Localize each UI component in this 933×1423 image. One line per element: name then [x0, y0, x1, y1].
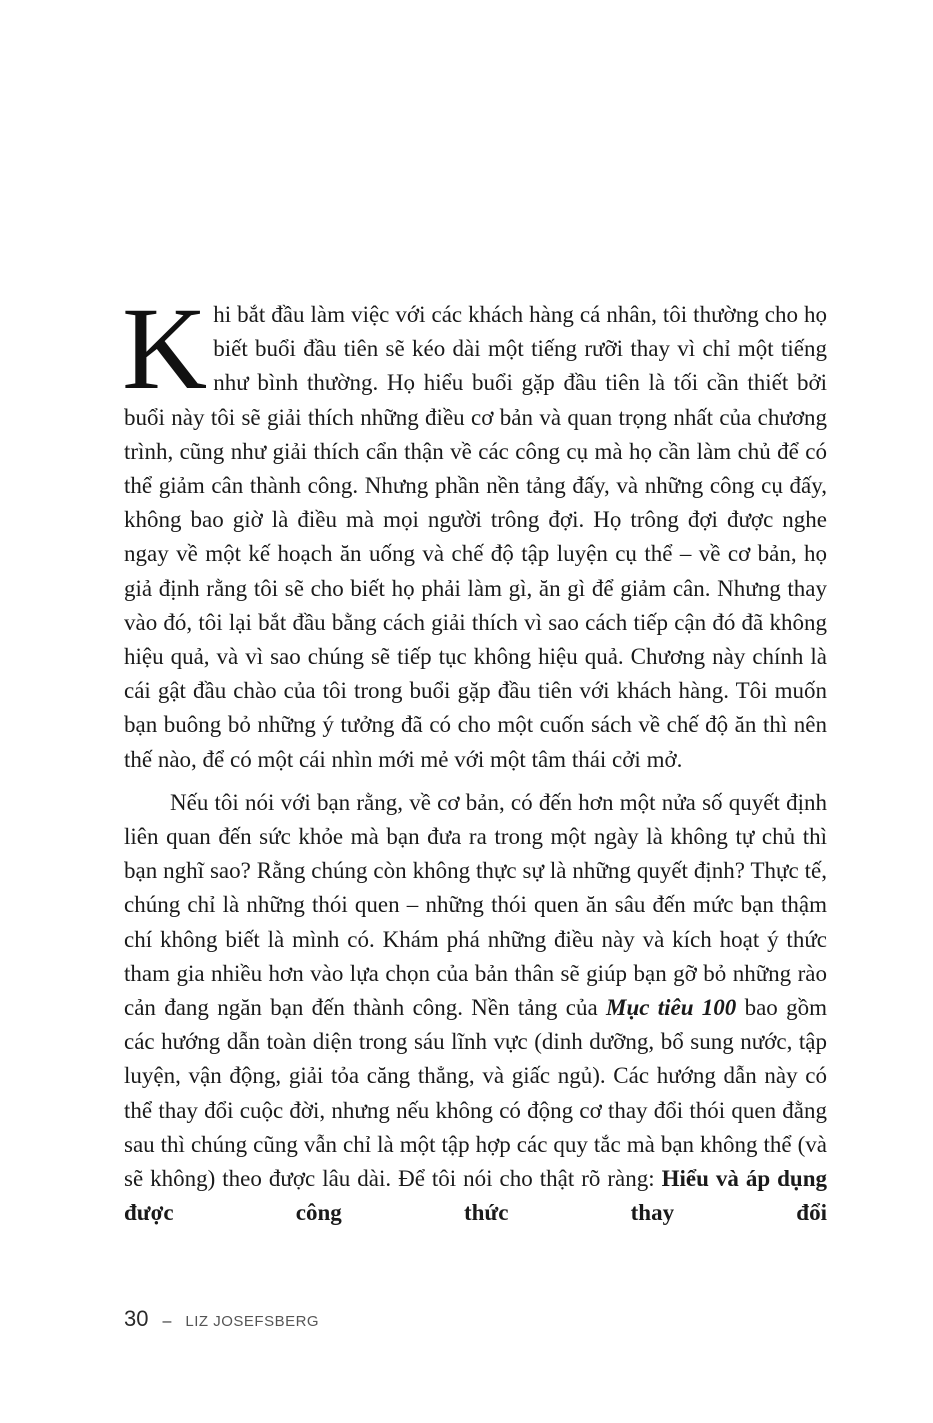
- page-footer: [124, 1306, 319, 1332]
- paragraph-1: [122, 283, 827, 777]
- page-body: [122, 283, 827, 1230]
- drop-cap: K: [122, 283, 208, 414]
- bold-emphasis: Hiểu và áp dụng được công thức thay đổi: [124, 1166, 827, 1226]
- book-title: Mục tiêu 100: [606, 995, 737, 1021]
- footer-separator: –: [162, 1313, 172, 1330]
- running-author: LIZ JOSEFSBERG: [185, 1313, 320, 1330]
- paragraph-1-text: hi bắt đầu làm việc với các khách hàng cá nhân, tôi thường cho họ biết buổi đầu tiên sẽ kéo dài một tiếng rưỡi thay vì chỉ một tiếng như bình thường. Họ hiểu buổi gặp đầu tiên là tối cần thiết bởi buổi này tôi sẽ giải thích những điều cơ bản và quan trọng nhất của chương trình, cũng như giải thích cẩn thận về các công cụ mà họ cần làm chủ để có thể giảm cân thành công. Nhưng phần nền tảng đấy, và những công cụ đấy, không bao giờ là điều mà mọi người trông đợi. Họ trông đợi được nghe ngay về một kế hoạch ăn uống và chế độ tập luyện cụ thể – về cơ bản, họ giả định rằng tôi sẽ cho biết họ phải làm gì, ăn gì để giảm cân. Nhưng thay vào đó, tôi lại bắt đầu bằng cách giải thích vì sao cách tiếp cận đó đã không hiệu quả, và vì sao chúng sẽ tiếp tục không hiệu quả. Chương này chính là cái gật đầu chào của tôi trong buổi gặp đầu tiên với khách hàng. Tôi muốn bạn buông bỏ những ý tưởng đã có cho một cuốn sách về chế độ ăn thì nên thế nào, để có một cái nhìn mới mẻ với một tâm thái cởi mở.: [124, 302, 827, 772]
- paragraph-2-text-middle: bao gồm các hướng dẫn toàn diện trong sáu lĩnh vực (dinh dưỡng, bổ sung nước, tập luyện, vận động, giải tỏa căng thẳng, và giấc ngủ). Các hướng dẫn này có thể thay đổi cuộc đời, nhưng nếu không có động cơ thay đổi thói quen đằng sau thì chúng cũng vẫn chỉ là một tập hợp các quy tắc mà bạn không thể (và sẽ không) theo được lâu dài. Để tôi nói cho thật rõ ràng:: [124, 995, 827, 1192]
- paragraph-2-text-start: Nếu tôi nói với bạn rằng, về cơ bản, có đến hơn một nửa số quyết định liên quan đến sức khỏe mà bạn đưa ra trong một ngày là không tự chủ thì bạn nghĩ sao? Rằng chúng còn không thực sự là những quyết định? Thực tế, chúng chỉ là những thói quen – những thói quen ăn sâu đến mức bạn thậm chí không biết là mình có. Khám phá những điều này và kích hoạt ý thức tham gia nhiều hơn vào lựa chọn của bản thân sẽ giúp bạn gỡ bỏ những rào cản đang ngăn bạn đến thành công. Nền tảng của: [124, 789, 827, 1021]
- paragraph-2: [124, 786, 827, 1231]
- page-number: 30: [124, 1306, 149, 1331]
